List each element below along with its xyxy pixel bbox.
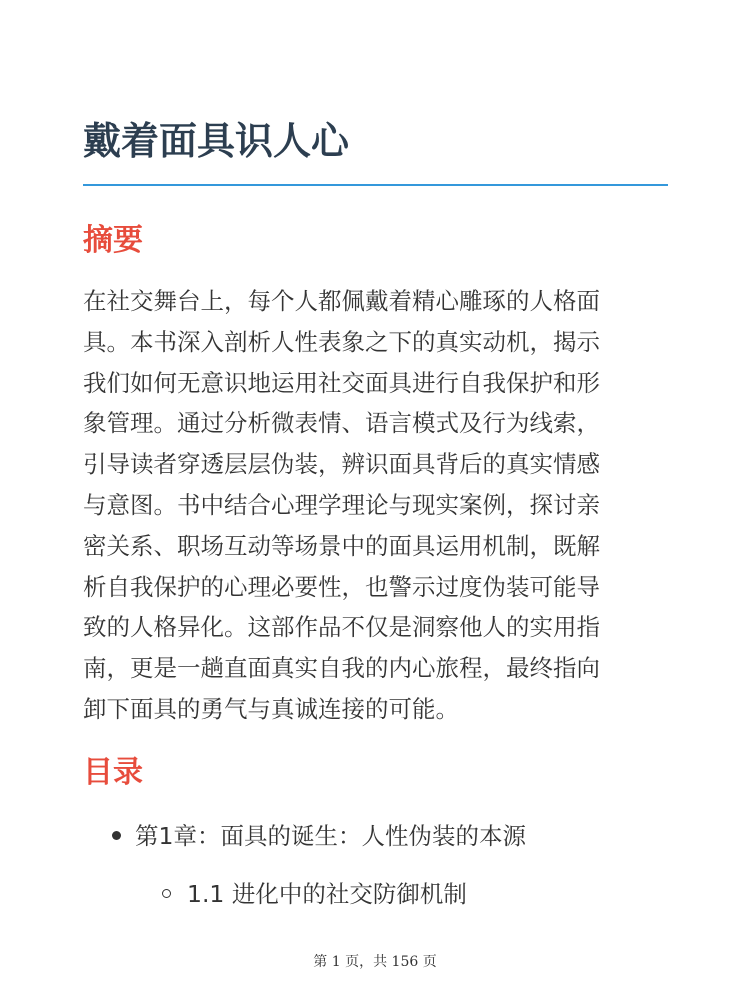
abstract-line: 密关系、职场互动等场景中的面具运用机制，既解 bbox=[83, 531, 600, 560]
abstract-paragraph bbox=[83, 281, 673, 730]
abstract-line: 南，更是一趟直面真实自我的内心旅程，最终指向 bbox=[83, 654, 600, 683]
abstract-line: 致的人格异化。这部作品不仅是洞察他人的实用指 bbox=[83, 613, 600, 642]
document-title: 戴着面具识人心 bbox=[83, 119, 350, 163]
abstract-line: 我们如何无意识地运用社交面具进行自我保护和形 bbox=[83, 368, 600, 397]
abstract-line: 卸下面具的勇气与真诚连接的可能。 bbox=[83, 694, 459, 723]
title-divider bbox=[83, 184, 668, 186]
bullet-icon bbox=[112, 831, 121, 840]
page-footer: 第 1 页，共 156 页 bbox=[313, 954, 437, 970]
toc-heading: 目录 bbox=[83, 755, 143, 790]
toc-item-label: 第1章：面具的诞生：人性伪装的本源 bbox=[135, 822, 526, 850]
abstract-line: 象管理。通过分析微表情、语言模式及行为线索， bbox=[83, 409, 600, 438]
abstract-line: 引导读者穿透层层伪装，辨识面具背后的真实情感 bbox=[83, 450, 600, 479]
toc-item-section-1-1[interactable] bbox=[162, 876, 467, 912]
abstract-line: 具。本书深入剖析人性表象之下的真实动机，揭示 bbox=[83, 327, 600, 356]
abstract-line: 与意图。书中结合心理学理论与现实案例，探讨亲 bbox=[83, 490, 600, 519]
summary-heading: 摘要 bbox=[83, 223, 143, 258]
abstract-line: 析自我保护的心理必要性，也警示过度伪装可能导 bbox=[83, 572, 600, 601]
toc-item-label: 1.1 进化中的社交防御机制 bbox=[187, 880, 467, 908]
abstract-line: 在社交舞台上，每个人都佩戴着精心雕琢的人格面 bbox=[83, 287, 600, 315]
toc-item-chapter-1[interactable] bbox=[112, 818, 526, 854]
circle-bullet-icon bbox=[162, 889, 171, 898]
